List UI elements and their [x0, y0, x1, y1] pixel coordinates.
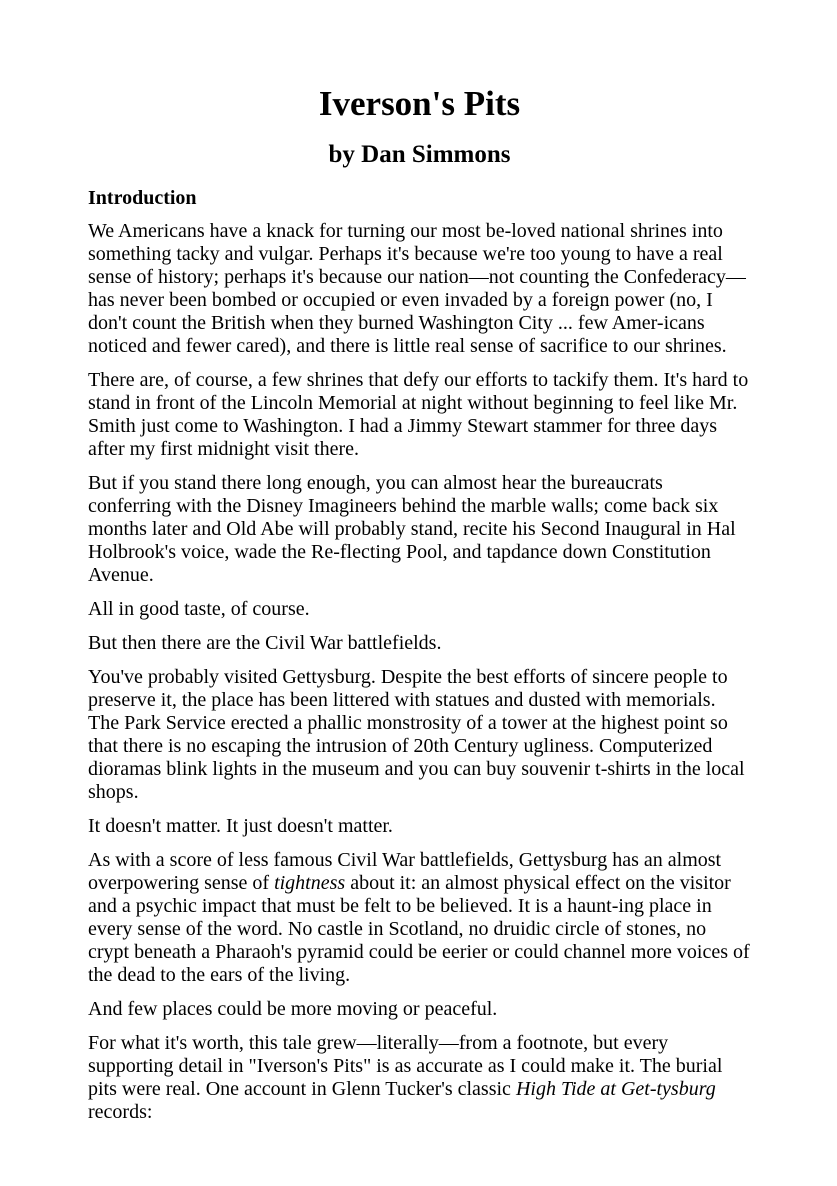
text-run: It doesn't matter. It just doesn't matter. — [88, 815, 393, 837]
text-run: All in good taste, of course. — [88, 598, 310, 620]
text-run: records: — [88, 1101, 153, 1123]
paragraph — [88, 369, 751, 461]
paragraph — [88, 815, 751, 838]
paragraph — [88, 220, 751, 358]
page-title: Iverson's Pits — [318, 84, 521, 123]
paragraph — [88, 472, 751, 587]
text-run: For what it's worth, this tale grew—literally—from a footnote, but every supporting detail in "Iverson's Pits" is as accurate as I could make it. The burial pits were real. One account in Glenn Tucker's classic — [88, 1032, 723, 1100]
byline: by Dan Simmons — [328, 141, 511, 169]
paragraph — [88, 849, 751, 987]
text-run: And few places could be more moving or peaceful. — [88, 998, 498, 1020]
text-run: about it: an almost physical effect on the visitor and a psychic impact that must be felt to be believed. It is a haunt-ing place in every sense of the word. No castle in Scotland, no druidic circle of stones, no crypt beneath a Pharaoh's pyramid could be eerier or could channel more voices of the dead to the ears of the living. — [88, 872, 750, 986]
text-run: We Americans have a knack for turning our most be-loved national shrines into something tacky and vulgar. Perhaps it's because we're too young to have a real sense of history; perhaps it's because our nation—not counting the Confederacy—has never been bombed or occupied or even invaded by a foreign power (no, I don't count the British when they burned Washington City ... few Amer-icans noticed and fewer cared), and there is little real sense of sacrifice to our shrines. — [88, 220, 746, 357]
text-run: There are, of course, a few shrines that defy our efforts to tackify them. It's hard to stand in front of the Lincoln Memorial at night without beginning to feel like Mr. Smith just come to Washington. I had a Jimmy Stewart stammer for three days after my first midnight visit there. — [88, 369, 749, 460]
paragraph — [88, 666, 751, 804]
paragraph — [88, 1032, 751, 1124]
italic-text-run: High Tide at Get-tysburg — [515, 1078, 716, 1100]
section-heading: Introduction — [88, 187, 197, 209]
italic-text-run: tightness — [274, 872, 346, 894]
paragraph — [88, 632, 751, 655]
paragraph — [88, 998, 751, 1021]
text-run: But if you stand there long enough, you can almost hear the bureaucrats conferring with the Disney Imagineers behind the marble walls; come back six months later and Old Abe will probably stand, recite his Second Inaugural in Hal Holbrook's voice, wade the Re-flecting Pool, and tapdance down Constitution Avenue. — [88, 472, 736, 586]
text-run: You've probably visited Gettysburg. Despite the best efforts of sincere people to preserve it, the place has been littered with statues and dusted with memorials. The Park Service erected a phallic monstrosity of a tower at the highest point so that there is no escaping the intrusion of 20th Century ugliness. Computerized dioramas blink lights in the museum and you can buy souvenir t-shirts in the local shops. — [88, 666, 745, 803]
story-body — [88, 220, 751, 1124]
text-run: But then there are the Civil War battlefields. — [88, 632, 442, 654]
text-run: As with a score of less famous Civil War battlefields, Gettysburg has an almost overpowering sense of — [88, 849, 722, 894]
paragraph — [88, 598, 751, 621]
